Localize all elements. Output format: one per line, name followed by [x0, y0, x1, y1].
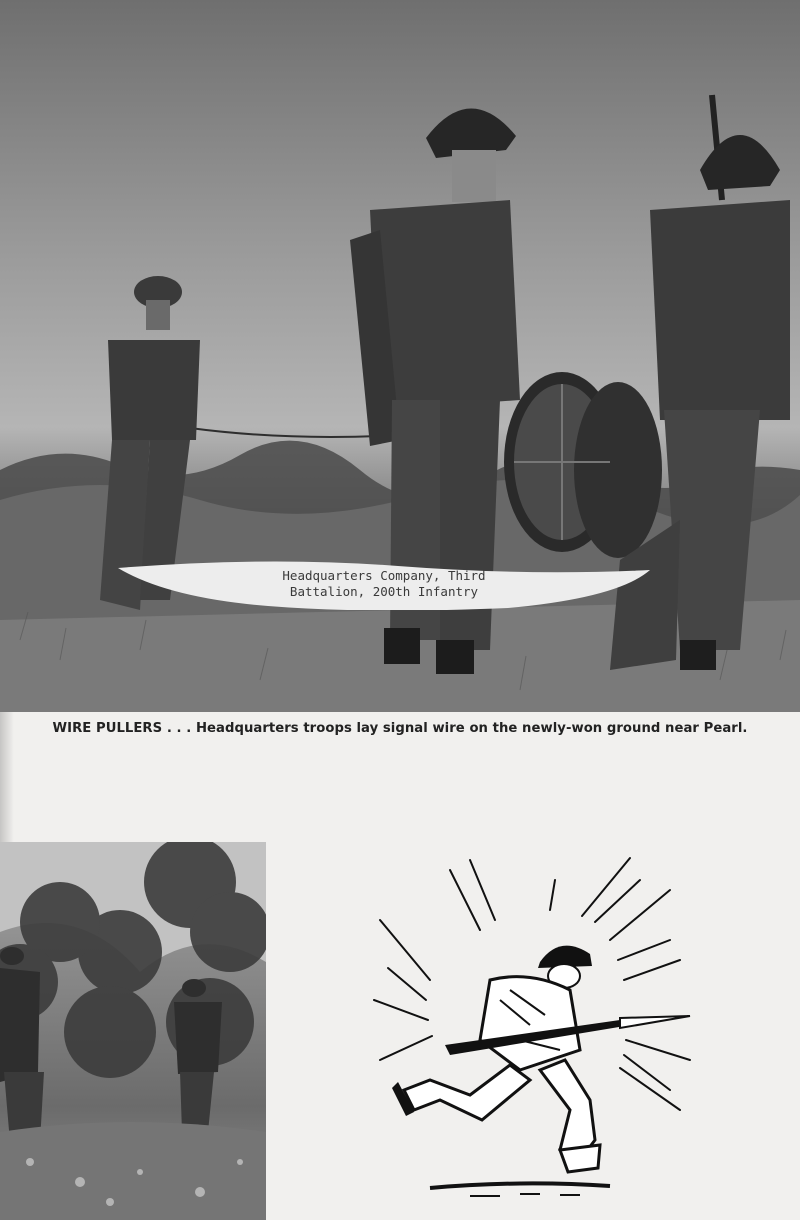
- troops-in-brush-photo: [0, 842, 266, 1220]
- caption-text: Headquarters troops lay signal wire on the newly-won ground near Pearl.: [191, 721, 748, 736]
- photo-caption: [0, 721, 800, 736]
- charging-soldier-icon: [370, 850, 700, 1210]
- photo-label-text: Headquarters Company, Third Battalion, 200th Infantry: [282, 568, 486, 599]
- caption-lead: WIRE PULLERS . . .: [52, 721, 192, 736]
- photo-label-banner: [118, 558, 650, 610]
